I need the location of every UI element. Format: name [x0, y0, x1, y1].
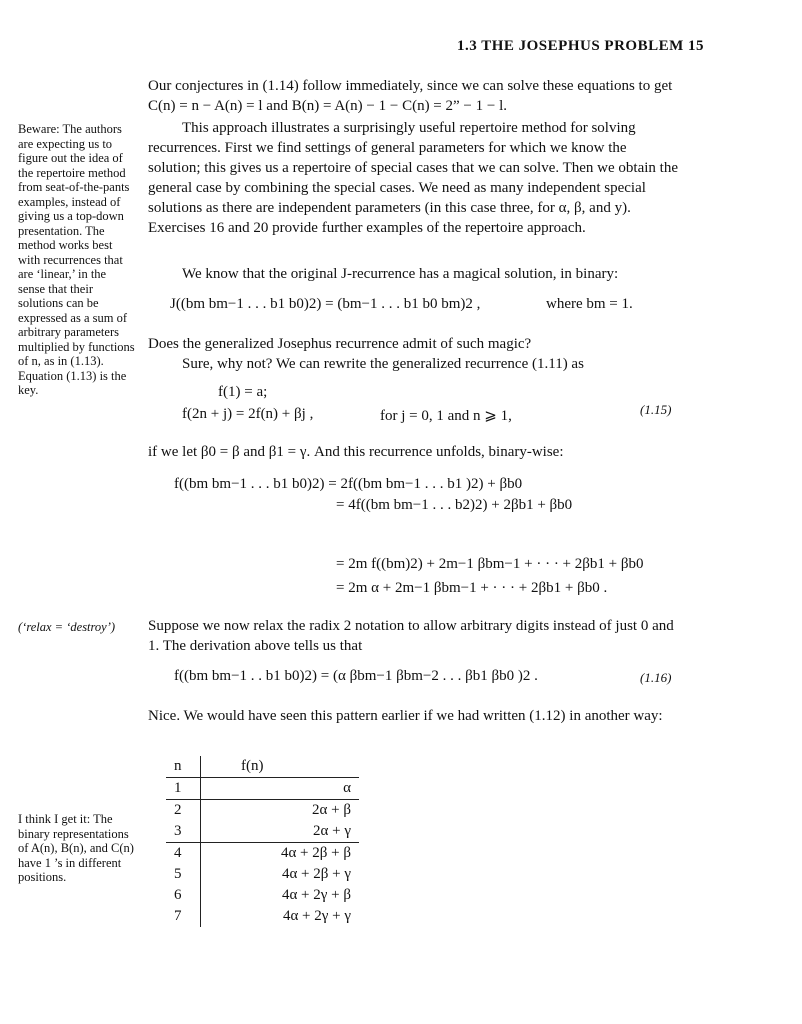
table-cell-n: 5 [166, 864, 201, 885]
equation-unfold-line-3: = 2m f((bm)2) + 2m−1 βbm−1 + · · · + 2βb1 + βb0 [336, 556, 644, 572]
paragraph-text: This approach illustrates a surprisingly useful repertoire method for solving recurrences. First we find settings of general parameters for which we know the solution; this gives us a repertoire of special cases that we can solve. Then we obtain the general case by combining the special cases. We need as many independent special solutions as there are independent parameters (in this case three, for α, β, and y). Exercises 16 and 20 provide further examples of the repertoire approach. [148, 120, 678, 236]
paragraph-repertoire [148, 118, 680, 238]
table-row [166, 864, 359, 885]
table-header-row [166, 756, 359, 778]
paragraph-nice [148, 706, 680, 726]
function-table [166, 756, 359, 927]
table-cell-fn: 4α + 2β + β [280, 845, 351, 861]
table-cell-fn: α [201, 778, 360, 800]
equation-number-1-15: (1.15) [640, 402, 672, 417]
table-cell-n: 1 [166, 778, 201, 800]
table-cell-n: 6 [166, 885, 201, 906]
equation-unfold-line-1: f((bm bm−1 . . . b1 b0)2) = 2f((bm bm−1 . . . b1 )2) + βb0 [174, 476, 523, 492]
paragraph-text: Suppose we now relax the radix 2 notation to allow arbitrary digits instead of just 0 and 1. The derivation above tells us that [148, 618, 674, 654]
equation-f2-condition: for j = 0, 1 and n ⩾ 1, [380, 408, 512, 424]
table-cell-n: 3 [166, 821, 201, 843]
paragraph-text: Nice. We would have seen this pattern earlier if we had written (1.12) in another way: [148, 708, 663, 724]
equation-unfold-line-2: = 4f((bm bm−1 . . . b2)2) + 2βb1 + βb0 [336, 497, 573, 513]
paragraph-text: if we let β0 = β and β1 = γ. And this recurrence unfolds, binary-wise: [148, 444, 564, 460]
equation-j-where: where bm = 1. [546, 296, 633, 312]
paragraph-text: Does the generalized Josephus recurrence admit of such magic? [148, 336, 532, 352]
margin-note-relax: (‘relax = ‘destroy’) [18, 620, 116, 634]
paragraph-magical [148, 264, 680, 284]
paragraph-text: Sure, why not? We can rewrite the generalized recurrence (1.11) as [182, 356, 584, 372]
equation-f1: f(1) = a; [218, 384, 268, 400]
equation-j-binary: J((bm bm−1 . . . b1 b0)2) = (bm−1 . . . b1 b0 bm)2 , [170, 296, 481, 312]
table-header-fn: f(n) [201, 756, 360, 778]
equation-f2: f(2n + j) = 2f(n) + βj , [182, 406, 314, 422]
margin-note-beware: Beware: The authors are expecting us to figure out the idea of the repertoire method from seat-of-the-pants examples, instead of giving us a top-down presentation. The method works best with recurrences that are ‘linear,’ in the sense that their solutions can be expressed as a sum of arbitrary parameters multiplied by functions of n, as in (1.13). Equation (1.13) is the key. [18, 122, 135, 397]
equation-number-1-16: (1.16) [640, 670, 672, 685]
table-row [166, 843, 359, 865]
paragraph-text: We know that the original J-recurrence has a magical solution, in binary: [182, 266, 619, 282]
paragraph-conjectures [148, 76, 680, 116]
paragraph-generalized [148, 334, 680, 354]
table-cell-fn: 4α + 2γ + γ [282, 908, 351, 924]
paragraph-text: Our conjectures in (1.14) follow immediately, since we can solve these equations to get C(n) = n − A(n) = l and B(n) = A(n) − 1 − C(n) = 2” − 1 − l. [148, 78, 673, 114]
table-header-n: n [166, 756, 201, 778]
value-table [166, 756, 359, 927]
table-row [166, 800, 359, 822]
table-row [166, 821, 359, 843]
table-cell-fn: 2α + β [312, 802, 351, 818]
paragraph-unfold-intro [148, 442, 680, 462]
table-row [166, 906, 359, 927]
margin-note-binary: I think I get it: The binary representations of A(n), B(n), and C(n) have 1 ’s in different positions. [18, 812, 134, 884]
table-cell-n: 7 [166, 906, 201, 927]
table-cell-fn: 2α + γ [201, 821, 360, 843]
paragraph-relax [148, 616, 680, 656]
table-cell-fn: 4α + 2γ + β [281, 887, 351, 903]
table-cell-n: 4 [166, 843, 201, 865]
equation-1-16: f((bm bm−1 . . b1 b0)2) = (α βbm−1 βbm−2 . . . βb1 βb0 )2 . [174, 668, 538, 684]
paragraph-rewrite [148, 354, 680, 374]
table-row [166, 885, 359, 906]
table-cell-n: 2 [166, 800, 201, 822]
table-row [166, 778, 359, 800]
equation-unfold-line-4: = 2m α + 2m−1 βbm−1 + · · · + 2βb1 + βb0 . [336, 580, 608, 596]
table-cell-fn: 4α + 2β + γ [281, 866, 351, 882]
running-header: 1.3 THE JOSEPHUS PROBLEM 15 [456, 38, 704, 54]
